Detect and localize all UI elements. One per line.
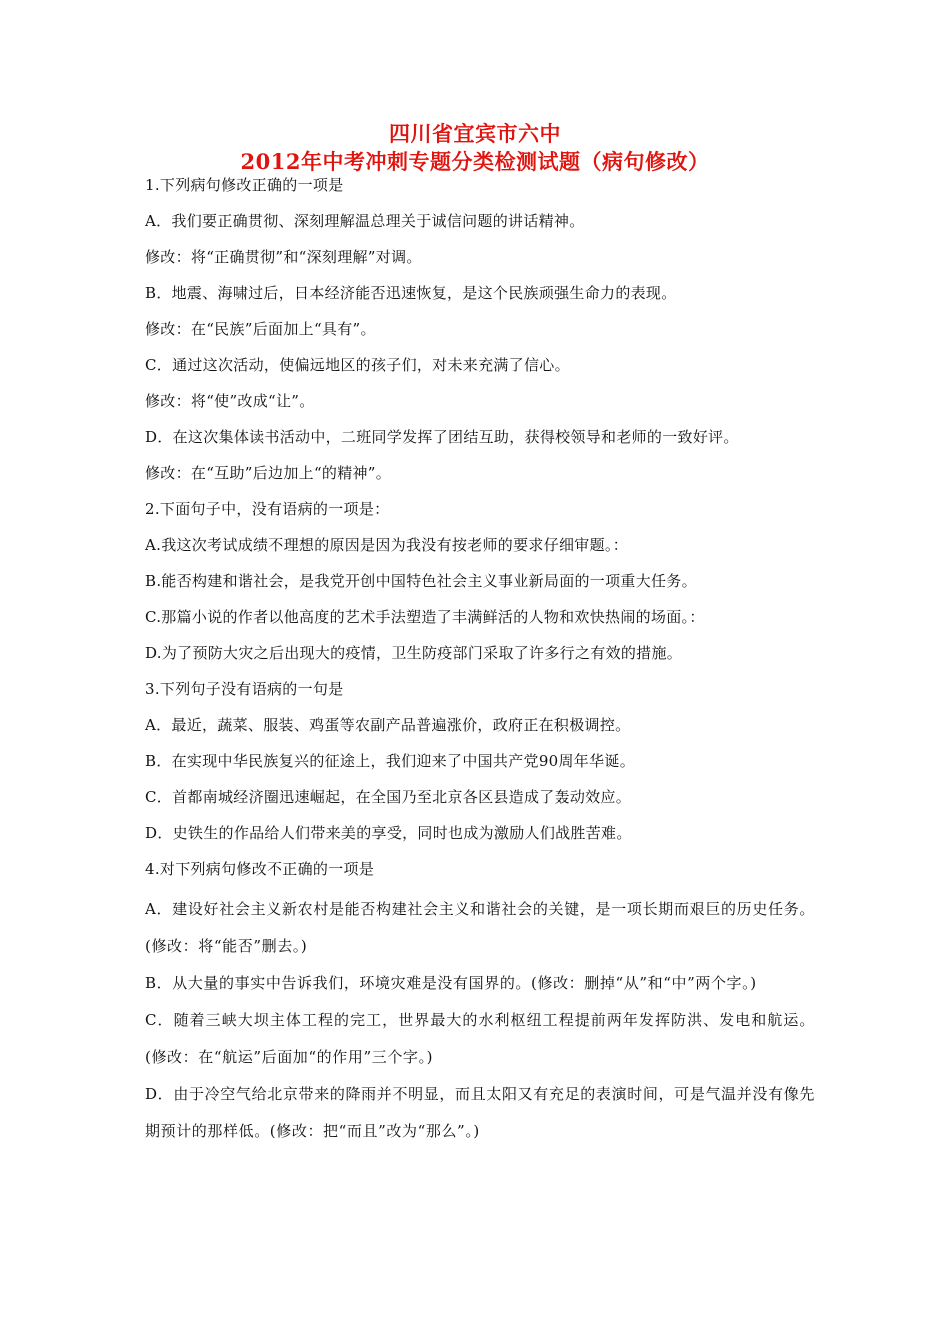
q1-option-c-fix: 修改：将“使”改成“让”。 <box>145 392 315 410</box>
q1-option-b-fix: 修改：在“民族”后面加上“具有”。 <box>145 320 376 338</box>
q1-stem: 1.下列病句修改正确的一项是 <box>145 176 344 194</box>
q3-stem: 3.下列句子没有语病的一句是 <box>145 680 344 698</box>
q3-option-b: B．在实现中华民族复兴的征途上，我们迎来了中国共产党90周年华诞。 <box>145 752 636 770</box>
q2-option-d: D.为了预防大灾之后出现大的疫情，卫生防疫部门采取了许多行之有效的措施。 <box>145 644 683 662</box>
q4-option-c: C．随着三峡大坝主体工程的完工，世界最大的水利枢纽工程提前两年发挥防洪、发电和航运。(修改：在“航运”后面加“的作用”三个字。) <box>145 1011 815 1066</box>
q4-option-d: D．由于冷空气给北京带来的降雨并不明显，而且太阳又有充足的表演时间，可是气温并没有像先期预计的那样低。(修改：把“而且”改为“那么”。) <box>145 1085 815 1140</box>
q1-option-b: B．地震、海啸过后，日本经济能否迅速恢复，是这个民族顽强生命力的表现。 <box>145 284 677 302</box>
q3-option-c: C．首都南城经济圈迅速崛起，在全国乃至北京各区县造成了轰动效应。 <box>145 788 632 806</box>
q2-option-a: A.我这次考试成绩不理想的原因是因为我没有按老师的要求仔细审题。： <box>145 536 629 554</box>
q1-option-a: A．我们要正确贯彻、深刻理解温总理关于诚信问题的讲话精神。 <box>145 212 585 230</box>
q1-option-d: D．在这次集体读书活动中，二班同学发挥了团结互助，获得校领导和老师的一致好评。 <box>145 428 739 446</box>
q4-stem: 4.对下列病句修改不正确的一项是 <box>145 860 375 878</box>
q1-option-a-fix: 修改：将“正确贯彻”和“深刻理解”对调。 <box>145 248 422 266</box>
q3-option-d: D．史铁生的作品给人们带来美的享受，同时也成为激励人们战胜苦难。 <box>145 824 632 842</box>
document-title <box>0 120 950 176</box>
q3-option-a: A．最近，蔬菜、服装、鸡蛋等农副产品普遍涨价，政府正在积极调控。 <box>145 716 631 734</box>
document-body <box>145 175 815 1150</box>
q1-option-c: C．通过这次活动，使偏远地区的孩子们，对未来充满了信心。 <box>145 356 570 374</box>
q1-option-d-fix: 修改：在“互助”后边加上“的精神”。 <box>145 464 392 482</box>
q2-option-c: C.那篇小说的作者以他高度的艺术手法塑造了丰满鲜活的人物和欢快热闹的场面。： <box>145 608 705 626</box>
title-school: 四川省宜宾市六中 <box>389 121 561 146</box>
q4-option-b: B．从大量的事实中告诉我们，环境灾难是没有国界的。(修改：删掉“从”和“中”两个字。) <box>145 974 757 992</box>
q2-stem: 2.下面句子中，没有语病的一项是： <box>145 500 390 518</box>
q4-option-a: A．建设好社会主义新农村是能否构建社会主义和谐社会的关键，是一项长期而艰巨的历史任务。(修改：将“能否”删去。) <box>145 900 815 955</box>
q2-option-b: B.能否构建和谐社会，是我党开创中国特色社会主义事业新局面的一项重大任务。 <box>145 572 697 590</box>
title-exam: 2012年中考冲刺专题分类检测试题（病句修改） <box>240 149 710 174</box>
